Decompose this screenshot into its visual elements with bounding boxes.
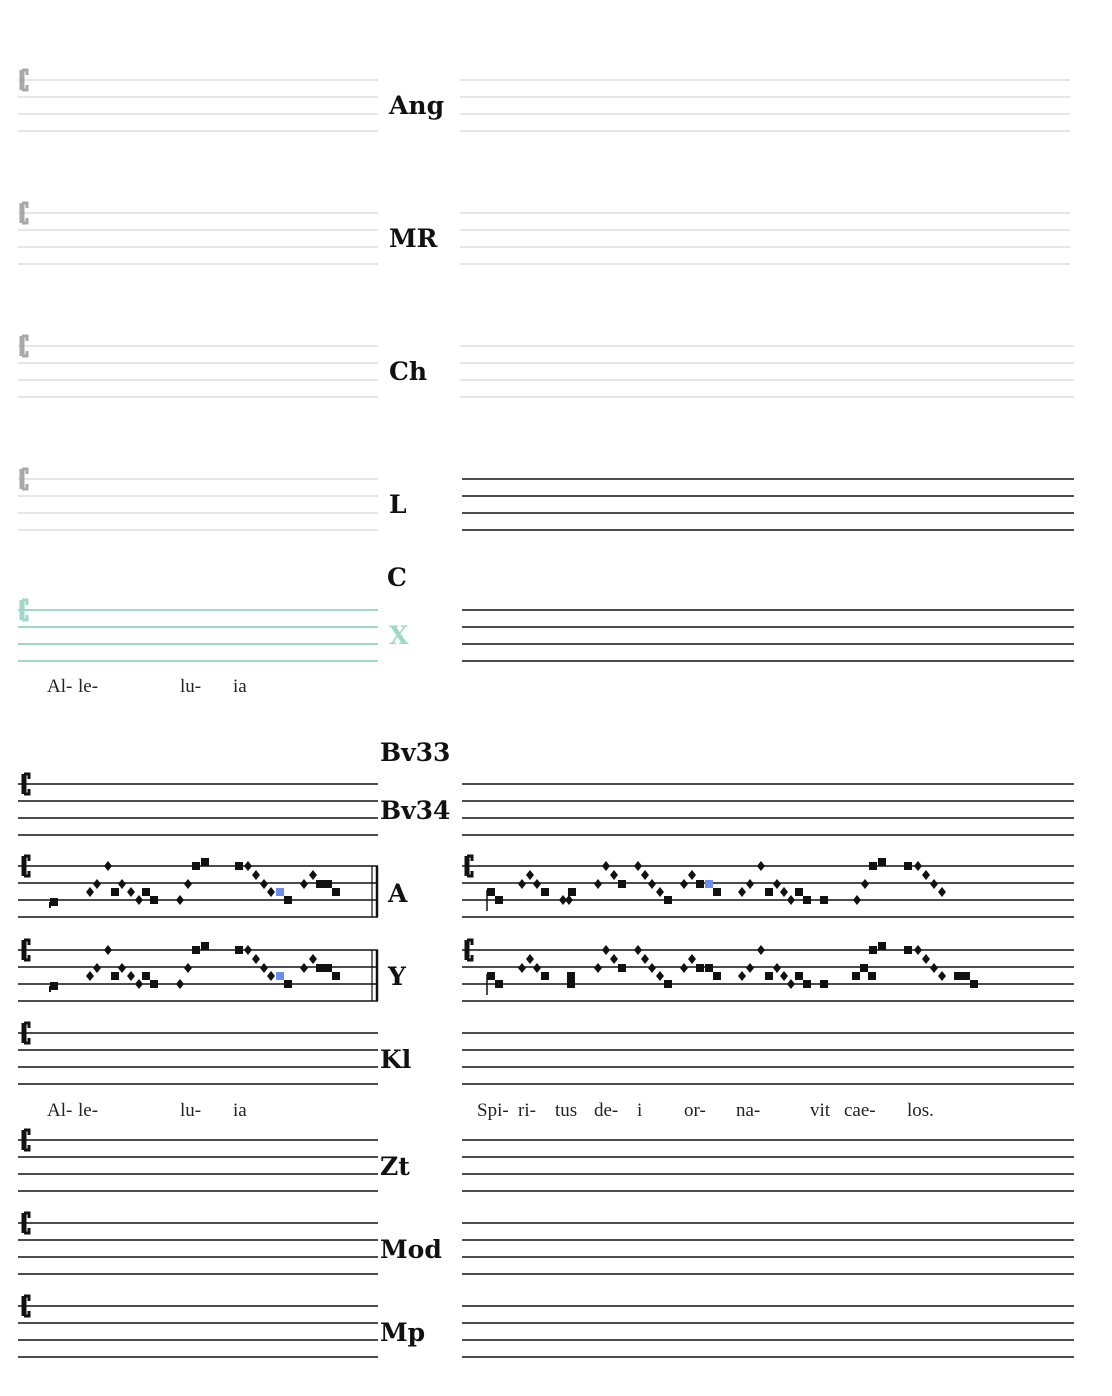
neume-rhombus (252, 870, 260, 880)
neume-rhombus (594, 879, 602, 889)
neume-punctum (111, 888, 119, 896)
neume-rhombus (86, 971, 94, 981)
neume-rhombus (922, 954, 930, 964)
neume-punctum (332, 972, 340, 980)
lyric-syllable: lu- (180, 676, 202, 697)
neume-rhombus (688, 870, 696, 880)
neume-rhombus (300, 963, 308, 973)
neume-punctum (696, 964, 704, 972)
neume-punctum (567, 972, 575, 980)
neume-punctum (235, 946, 243, 954)
neume-rhombus (118, 963, 126, 973)
neume-rhombus (688, 954, 696, 964)
neume-punctum (324, 880, 332, 888)
neume-punctum (316, 964, 324, 972)
siglum-mod: Mod (380, 1235, 442, 1264)
neume-rhombus (610, 870, 618, 880)
lyric-syllable: na- (736, 1100, 761, 1121)
neume-punctum (795, 888, 803, 896)
neume-rhombus (773, 879, 781, 889)
lyric-syllable: le- (78, 1100, 99, 1121)
neume-punctum (150, 896, 158, 904)
siglum-y: Y (388, 962, 406, 991)
siglum-ch: Ch (389, 357, 428, 386)
neume-punctum (954, 972, 962, 980)
lyric-syllable: vit (810, 1100, 831, 1121)
neume-punctum (150, 980, 158, 988)
neume-punctum (713, 972, 721, 980)
neume-rhombus (260, 963, 268, 973)
neume-rhombus (309, 954, 317, 964)
neume-rhombus (914, 945, 922, 955)
neume-punctum (765, 972, 773, 980)
neume-punctum (664, 896, 672, 904)
neume-rhombus (680, 963, 688, 973)
neume-punctum (111, 972, 119, 980)
neume-punctum (316, 880, 324, 888)
neume-punctum (664, 980, 672, 988)
neume-punctum (618, 880, 626, 888)
neume-rhombus (610, 954, 618, 964)
neume-punctum (765, 888, 773, 896)
neume-rhombus (648, 963, 656, 973)
siglum-kl: Kl (380, 1045, 412, 1074)
neume-punctum (495, 980, 503, 988)
lyric-syllable: cae- (844, 1100, 876, 1121)
neume-rhombus (135, 979, 143, 989)
neume-rhombus (104, 945, 112, 955)
neume-rhombus (86, 887, 94, 897)
siglum-x: X (389, 621, 409, 650)
neume-punctum (970, 980, 978, 988)
neume-rhombus (533, 879, 541, 889)
lyric-syllable: or- (684, 1100, 706, 1121)
neume-rhombus (773, 963, 781, 973)
neume-rhombus (518, 879, 526, 889)
neume-rhombus (594, 963, 602, 973)
neume-rhombus (184, 879, 192, 889)
neume-punctum (878, 942, 886, 950)
lyric-syllable: lu- (180, 1100, 202, 1121)
lyric-syllable: los. (907, 1100, 934, 1121)
neume-punctum (803, 980, 811, 988)
neume-rhombus (309, 870, 317, 880)
lyric-syllable: ia (233, 1100, 247, 1121)
siglum-a: A (388, 879, 408, 908)
neume-rhombus (861, 879, 869, 889)
neume-punctum (878, 858, 886, 866)
neume-rhombus (922, 870, 930, 880)
neume-rhombus (244, 945, 252, 955)
neume-rhombus (526, 954, 534, 964)
neume-rhombus (930, 963, 938, 973)
lyric-syllable: Al- (47, 676, 73, 697)
neume-rhombus (757, 861, 765, 871)
neume-rhombus (914, 861, 922, 871)
neume-rhombus (680, 879, 688, 889)
neume-punctum (713, 888, 721, 896)
neume-rhombus (533, 963, 541, 973)
neume-rhombus (244, 861, 252, 871)
neume-punctum (276, 972, 284, 980)
neume-rhombus (738, 887, 746, 897)
neume-rhombus (746, 879, 754, 889)
neume-punctum (869, 946, 877, 954)
neume-rhombus (930, 879, 938, 889)
neume-punctum (860, 964, 868, 972)
neume-punctum (201, 942, 209, 950)
neume-punctum (324, 964, 332, 972)
lyric-syllable: ia (233, 676, 247, 697)
neume-punctum (192, 946, 200, 954)
neume-punctum (276, 888, 284, 896)
neume-punctum (962, 972, 970, 980)
neume-punctum (868, 972, 876, 980)
neume-rhombus (518, 963, 526, 973)
neume-punctum (495, 896, 503, 904)
neume-punctum (904, 862, 912, 870)
neume-punctum (705, 880, 713, 888)
neume-rhombus (780, 971, 788, 981)
neume-rhombus (260, 879, 268, 889)
neume-rhombus (938, 887, 946, 897)
neume-punctum (568, 888, 576, 896)
neume-rhombus (118, 879, 126, 889)
neume-rhombus (602, 945, 610, 955)
neume-rhombus (641, 954, 649, 964)
siglum-bv33: Bv33 (380, 738, 451, 767)
neume-punctum (904, 946, 912, 954)
neume-punctum (142, 888, 150, 896)
neume-rhombus (184, 963, 192, 973)
neume-rhombus (127, 887, 135, 897)
siglum-c: C (387, 563, 407, 592)
neume-rhombus (634, 861, 642, 871)
neume-punctum (541, 972, 549, 980)
neume-punctum (696, 880, 704, 888)
neume-punctum (284, 980, 292, 988)
neume-rhombus (93, 879, 101, 889)
neume-rhombus (176, 979, 184, 989)
neume-rhombus (648, 879, 656, 889)
neume-punctum (820, 896, 828, 904)
neume-punctum (487, 972, 495, 980)
neume-rhombus (853, 895, 861, 905)
neume-punctum (567, 980, 575, 988)
lyric-syllable: i (637, 1100, 643, 1121)
siglum-bv34: Bv34 (380, 796, 451, 825)
neume-punctum (869, 862, 877, 870)
neume-punctum (284, 896, 292, 904)
neume-rhombus (787, 979, 795, 989)
neume-rhombus (135, 895, 143, 905)
neume-rhombus (127, 971, 135, 981)
neume-rhombus (252, 954, 260, 964)
lyric-syllable: le- (78, 676, 99, 697)
neume-punctum (142, 972, 150, 980)
neume-punctum (487, 888, 495, 896)
neume-rhombus (780, 887, 788, 897)
neume-punctum (803, 896, 811, 904)
neume-punctum (820, 980, 828, 988)
neume-punctum (50, 982, 58, 990)
neume-punctum (201, 858, 209, 866)
neume-rhombus (746, 963, 754, 973)
lyric-syllable: de- (594, 1100, 619, 1121)
neume-group (50, 858, 978, 995)
neume-punctum (541, 888, 549, 896)
siglum-l: L (389, 490, 407, 519)
staff-lines (18, 80, 1074, 1357)
neume-rhombus (267, 971, 275, 981)
neume-rhombus (176, 895, 184, 905)
neume-punctum (795, 972, 803, 980)
neume-rhombus (526, 870, 534, 880)
neume-rhombus (757, 945, 765, 955)
neume-rhombus (656, 971, 664, 981)
neume-punctum (705, 964, 713, 972)
siglum-ang: Ang (389, 91, 445, 120)
neume-rhombus (641, 870, 649, 880)
lyric-syllable: ri- (518, 1100, 536, 1121)
neume-rhombus (787, 895, 795, 905)
neume-punctum (332, 888, 340, 896)
neume-rhombus (938, 971, 946, 981)
neume-punctum (235, 862, 243, 870)
neume-rhombus (93, 963, 101, 973)
neume-rhombus (602, 861, 610, 871)
neume-punctum (618, 964, 626, 972)
neume-rhombus (738, 971, 746, 981)
neume-rhombus (565, 895, 573, 905)
barline-group (372, 866, 377, 1001)
neume-punctum (852, 972, 860, 980)
lyric-syllable: Spi- (477, 1100, 509, 1121)
siglum-mp: Mp (380, 1318, 426, 1347)
neume-punctum (192, 862, 200, 870)
lyric-syllable: tus (555, 1100, 578, 1121)
lyric-syllable: Al- (47, 1100, 73, 1121)
siglum-mr: MR (389, 224, 438, 253)
neume-rhombus (104, 861, 112, 871)
neume-rhombus (634, 945, 642, 955)
neume-rhombus (267, 887, 275, 897)
siglum-zt: Zt (380, 1152, 410, 1181)
neume-rhombus (300, 879, 308, 889)
neume-rhombus (656, 887, 664, 897)
neume-punctum (50, 898, 58, 906)
